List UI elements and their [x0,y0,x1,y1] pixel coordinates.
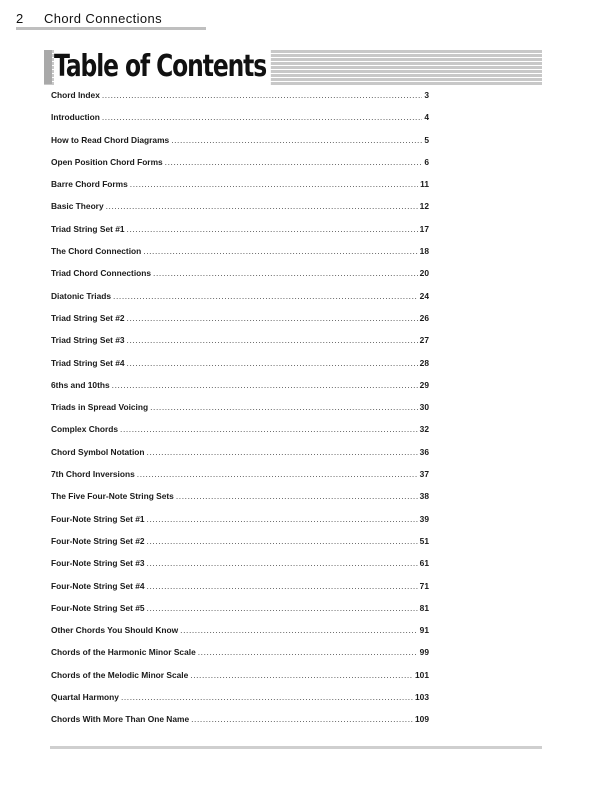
toc-entry-page: 11 [420,179,429,190]
dot-leader [143,246,417,256]
toc-entry-page: 36 [419,446,429,457]
toc-entry[interactable] [51,581,429,603]
dot-leader [137,469,418,479]
toc-entry-title: Introduction [51,112,100,123]
toc-entry-title: Basic Theory [51,201,104,212]
toc-entry-page: 91 [419,625,429,636]
toc-entry[interactable] [51,514,429,536]
running-head [0,0,600,30]
toc-entry-title: Other Chords You Should Know [51,625,179,636]
toc-entry[interactable] [51,179,429,201]
dot-leader [127,335,418,345]
dot-leader [130,179,418,189]
toc-entry[interactable] [51,90,429,112]
toc-entry-page: 28 [419,357,429,368]
toc-entry[interactable] [51,447,429,469]
toc-entry-title: Diatonic Triads [51,290,112,301]
dot-leader [147,581,418,591]
toc-entry[interactable] [51,670,429,692]
toc-entry[interactable] [51,112,429,134]
toc-entry-title: Four-Note String Set #1 [51,513,145,524]
toc-entry-title: The Five Four-Note String Sets [51,491,174,502]
toc-entry-page: 37 [419,469,429,480]
toc-entry[interactable] [51,224,429,246]
dot-leader [190,670,413,680]
dot-leader [102,90,422,100]
toc-entry[interactable] [51,246,429,268]
toc-entry[interactable] [51,603,429,625]
dot-leader [176,491,418,501]
toc-entry[interactable] [51,135,429,157]
toc-entry[interactable] [51,358,429,380]
toc-entry-page: 71 [419,580,429,591]
header-rule [16,27,206,30]
toc-entry-title: The Chord Connection [51,246,142,257]
toc-entry[interactable] [51,291,429,313]
toc-entry-title: Chord Symbol Notation [51,446,145,457]
toc-entry-page: 17 [419,223,429,234]
toc-entry-page: 5 [424,134,429,145]
toc-entry-title: Triad String Set #3 [51,335,125,346]
toc-entry-title: Four-Note String Set #5 [51,602,145,613]
toc-entry[interactable] [51,491,429,513]
dot-leader [147,536,418,546]
toc-entry[interactable] [51,424,429,446]
dot-leader [106,201,418,211]
table-of-contents [51,90,429,737]
book-title: Chord Connections [44,11,163,26]
toc-entry-page: 30 [419,402,429,413]
toc-entry[interactable] [51,647,429,669]
title-band [44,49,542,85]
dot-leader [191,714,413,724]
toc-entry[interactable] [51,157,429,179]
dot-leader [171,135,422,145]
dot-leader [112,380,418,390]
toc-entry-title: 7th Chord Inversions [51,469,135,480]
toc-entry-page: 32 [419,424,429,435]
page-number: 2 [16,11,24,26]
toc-entry-page: 101 [415,669,429,680]
toc-entry-page: 39 [419,513,429,524]
toc-entry-title: Triad String Set #4 [51,357,125,368]
toc-entry-title: Four-Note String Set #2 [51,535,145,546]
dot-leader [153,268,418,278]
dot-leader [102,112,422,122]
toc-entry[interactable] [51,469,429,491]
toc-entry[interactable] [51,714,429,736]
toc-entry-title: Four-Note String Set #3 [51,558,145,569]
toc-entry[interactable] [51,402,429,424]
toc-entry-page: 27 [419,335,429,346]
dot-leader [165,157,423,167]
toc-entry-page: 24 [419,290,429,301]
toc-entry-page: 103 [415,692,429,703]
toc-entry[interactable] [51,536,429,558]
dot-leader [150,402,418,412]
dot-leader [147,447,418,457]
toc-entry-title: Triad String Set #2 [51,312,125,323]
toc-entry-title: Chords of the Harmonic Minor Scale [51,647,196,658]
dot-leader [180,625,418,635]
toc-entry-title: Barre Chord Forms [51,179,128,190]
toc-entry-page: 29 [419,379,429,390]
toc-entry-title: 6ths and 10ths [51,379,110,390]
toc-entry-title: Triad String Set #1 [51,223,125,234]
toc-entry[interactable] [51,558,429,580]
page-title: Table of Contents [54,49,271,85]
toc-entry-page: 6 [424,156,429,167]
toc-entry-page: 20 [419,268,429,279]
toc-entry-page: 81 [419,602,429,613]
title-tab-mark [44,50,52,84]
dot-leader [120,424,418,434]
dot-leader [113,291,418,301]
toc-entry-page: 18 [419,246,429,257]
toc-entry[interactable] [51,625,429,647]
toc-entry-title: Chords of the Melodic Minor Scale [51,669,189,680]
toc-entry-page: 3 [424,90,429,100]
dot-leader [147,603,418,613]
toc-entry-page: 61 [419,558,429,569]
toc-entry-title: Triad Chord Connections [51,268,152,279]
toc-entry[interactable] [51,335,429,357]
toc-entry-page: 99 [419,647,429,658]
toc-entry-page: 12 [419,201,429,212]
toc-entry[interactable] [51,313,429,335]
toc-entry-title: Open Position Chord Forms [51,156,163,167]
toc-entry-title: How to Read Chord Diagrams [51,134,170,145]
toc-entry-page: 109 [415,714,429,725]
dot-leader [147,514,418,524]
toc-entry[interactable] [51,201,429,223]
toc-entry-page: 38 [419,491,429,502]
dot-leader [127,313,418,323]
dot-leader [198,647,418,657]
toc-entry-title: Chord Index [51,90,100,100]
toc-entry-page: 51 [419,535,429,546]
dot-leader [127,224,418,234]
toc-entry-title: Quartal Harmony [51,692,119,703]
footer-rule [50,746,542,749]
toc-entry-title: Complex Chords [51,424,119,435]
toc-entry-title: Four-Note String Set #4 [51,580,145,591]
toc-entry[interactable] [51,268,429,290]
toc-entry-title: Chords With More Than One Name [51,714,190,725]
toc-entry[interactable] [51,380,429,402]
dot-leader [147,558,418,568]
toc-entry[interactable] [51,692,429,714]
toc-entry-page: 26 [419,312,429,323]
dot-leader [121,692,413,702]
dot-leader [127,358,418,368]
toc-entry-page: 4 [424,112,429,123]
toc-entry-title: Triads in Spread Voicing [51,402,149,413]
